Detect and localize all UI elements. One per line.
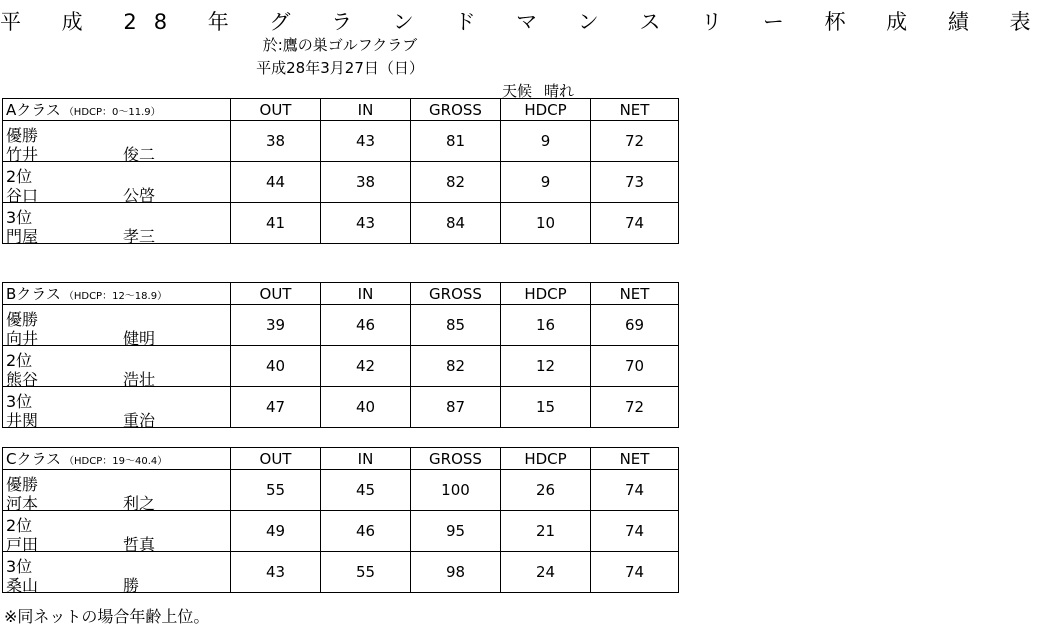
- table-row: [3, 387, 679, 428]
- column-header: OUT: [231, 99, 321, 121]
- net-score: 74: [591, 203, 679, 244]
- class-name: Aクラス: [6, 101, 61, 119]
- gross-score: 95: [411, 511, 501, 552]
- net-score: 74: [591, 552, 679, 593]
- hdcp-value: 15: [501, 387, 591, 428]
- table-row: [3, 552, 679, 593]
- player-family-name: 熊谷: [6, 370, 39, 389]
- hdcp-value: 10: [501, 203, 591, 244]
- player-given-name: 健明: [123, 329, 156, 348]
- weather-label: 天候: [502, 82, 533, 100]
- gross-score: 100: [411, 470, 501, 511]
- player-family-name: 戸田: [6, 535, 39, 554]
- player-cell: [3, 552, 231, 593]
- in-score: 42: [321, 346, 411, 387]
- rank-label: 優勝: [6, 310, 39, 329]
- column-header: HDCP: [501, 283, 591, 305]
- player-cell: [3, 162, 231, 203]
- column-header: HDCP: [501, 448, 591, 470]
- column-header: IN: [321, 448, 411, 470]
- venue-label: 於:鷹の巣ゴルフクラブ: [262, 36, 418, 54]
- player-family-name: 谷口: [6, 186, 39, 205]
- player-cell: [3, 511, 231, 552]
- net-score: 69: [591, 305, 679, 346]
- net-score: 70: [591, 346, 679, 387]
- rank-label: 3位: [6, 208, 33, 227]
- class-table: [2, 282, 679, 428]
- class-header-row: [3, 448, 679, 470]
- out-score: 44: [231, 162, 321, 203]
- table-row: [3, 305, 679, 346]
- player-given-name: 孝三: [123, 227, 156, 246]
- column-header: OUT: [231, 283, 321, 305]
- player-given-name: 重治: [123, 411, 156, 430]
- player-family-name: 桑山: [6, 576, 39, 595]
- out-score: 40: [231, 346, 321, 387]
- player-family-name: 門屋: [6, 227, 39, 246]
- hdcp-value: 9: [501, 121, 591, 162]
- rank-label: 2位: [6, 516, 33, 535]
- player-cell: [3, 203, 231, 244]
- net-score: 74: [591, 470, 679, 511]
- player-family-name: 井関: [6, 411, 39, 430]
- net-score: 72: [591, 387, 679, 428]
- table-row: [3, 121, 679, 162]
- column-header: NET: [591, 448, 679, 470]
- rank-label: 2位: [6, 351, 33, 370]
- gross-score: 82: [411, 346, 501, 387]
- player-given-name: 公啓: [123, 186, 156, 205]
- class-table: [2, 98, 679, 244]
- rank-label: 3位: [6, 392, 33, 411]
- player-given-name: 利之: [123, 494, 156, 513]
- player-cell: [3, 121, 231, 162]
- column-header: IN: [321, 283, 411, 305]
- net-score: 73: [591, 162, 679, 203]
- class-name: Cクラス: [6, 450, 62, 468]
- column-header: GROSS: [411, 283, 501, 305]
- in-score: 40: [321, 387, 411, 428]
- in-score: 46: [321, 511, 411, 552]
- out-score: 39: [231, 305, 321, 346]
- in-score: 38: [321, 162, 411, 203]
- out-score: 49: [231, 511, 321, 552]
- table-row: [3, 346, 679, 387]
- hdcp-value: 21: [501, 511, 591, 552]
- net-score: 74: [591, 511, 679, 552]
- class-name-cell: [3, 283, 231, 305]
- column-header: GROSS: [411, 448, 501, 470]
- gross-score: 98: [411, 552, 501, 593]
- in-score: 43: [321, 121, 411, 162]
- gross-score: 84: [411, 203, 501, 244]
- gross-score: 81: [411, 121, 501, 162]
- class-name-cell: [3, 99, 231, 121]
- page-title: 平 成 28 年 グ ラ ン ド マ ン ス リ ー 杯 成 績 表: [0, 10, 1048, 34]
- out-score: 55: [231, 470, 321, 511]
- class-header-row: [3, 99, 679, 121]
- class-table: [2, 447, 679, 593]
- hdcp-value: 24: [501, 552, 591, 593]
- player-given-name: 哲真: [123, 535, 156, 554]
- rank-label: 優勝: [6, 126, 39, 145]
- event-date: 平成28年3月27日（日）: [256, 59, 424, 77]
- player-cell: [3, 470, 231, 511]
- table-row: [3, 162, 679, 203]
- gross-score: 87: [411, 387, 501, 428]
- rank-label: 優勝: [6, 475, 39, 494]
- player-family-name: 向井: [6, 329, 39, 348]
- hdcp-value: 12: [501, 346, 591, 387]
- in-score: 43: [321, 203, 411, 244]
- player-cell: [3, 346, 231, 387]
- hdcp-value: 16: [501, 305, 591, 346]
- player-family-name: 竹井: [6, 145, 39, 164]
- rank-label: 2位: [6, 167, 33, 186]
- in-score: 45: [321, 470, 411, 511]
- player-family-name: 河本: [6, 494, 39, 513]
- in-score: 46: [321, 305, 411, 346]
- out-score: 41: [231, 203, 321, 244]
- net-score: 72: [591, 121, 679, 162]
- player-given-name: 浩壮: [123, 370, 156, 389]
- footnote: ※同ネットの場合年齢上位。: [4, 607, 210, 626]
- column-header: HDCP: [501, 99, 591, 121]
- table-row: [3, 470, 679, 511]
- player-cell: [3, 387, 231, 428]
- gross-score: 82: [411, 162, 501, 203]
- player-cell: [3, 305, 231, 346]
- table-row: [3, 203, 679, 244]
- class-hdcp-range: （HDCP：19～40.4）: [64, 456, 168, 467]
- player-given-name: 勝: [123, 576, 140, 595]
- column-header: OUT: [231, 448, 321, 470]
- class-name: Bクラス: [6, 285, 61, 303]
- column-header: NET: [591, 99, 679, 121]
- column-header: IN: [321, 99, 411, 121]
- class-hdcp-range: （HDCP：12～18.9）: [63, 291, 168, 302]
- out-score: 38: [231, 121, 321, 162]
- rank-label: 3位: [6, 557, 33, 576]
- class-hdcp-range: （HDCP：0～11.9）: [63, 107, 161, 118]
- column-header: NET: [591, 283, 679, 305]
- out-score: 47: [231, 387, 321, 428]
- hdcp-value: 26: [501, 470, 591, 511]
- player-given-name: 俊二: [123, 145, 156, 164]
- weather-value: 晴れ: [544, 82, 575, 100]
- class-name-cell: [3, 448, 231, 470]
- out-score: 43: [231, 552, 321, 593]
- column-header: GROSS: [411, 99, 501, 121]
- hdcp-value: 9: [501, 162, 591, 203]
- class-header-row: [3, 283, 679, 305]
- gross-score: 85: [411, 305, 501, 346]
- table-row: [3, 511, 679, 552]
- in-score: 55: [321, 552, 411, 593]
